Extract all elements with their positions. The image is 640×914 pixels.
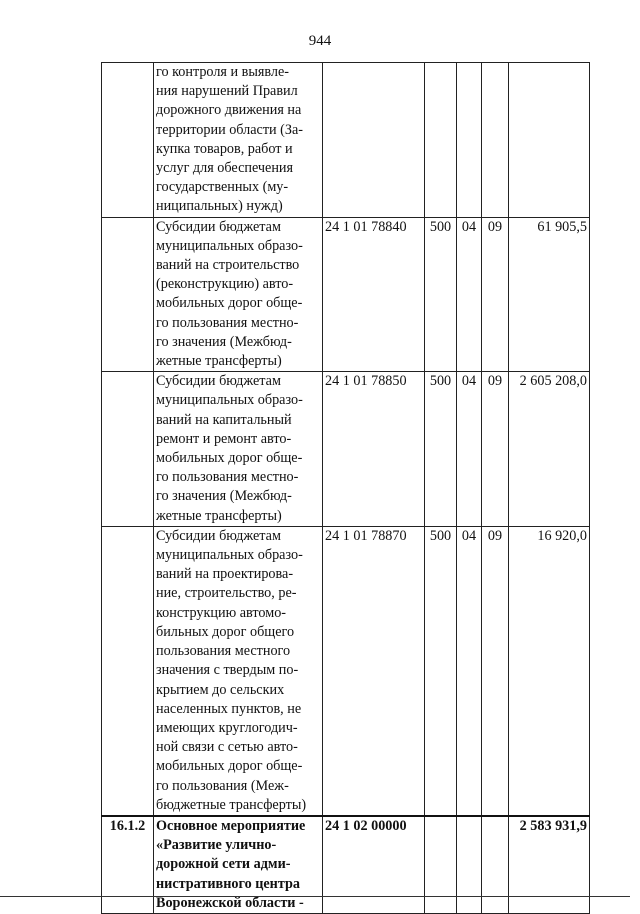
row-name-line: мобильных дорог обще-	[156, 450, 303, 467]
row-name-line: ваний на проектирова-	[156, 566, 294, 583]
row-sum: 61 905,5	[509, 217, 590, 372]
row-name-line: го значения (Межбюд-	[156, 333, 292, 350]
row-sum: 16 920,0	[509, 526, 590, 816]
row-name	[154, 217, 323, 372]
row-name-line: ремонт и ремонт авто-	[156, 430, 292, 447]
row-target-code: 24 1 01 78840	[323, 217, 425, 372]
row-name-line: пользования местного	[156, 643, 291, 660]
row-section	[457, 816, 482, 914]
row-subsection: 09	[482, 372, 509, 527]
row-expense-type: 500	[425, 526, 457, 816]
row-name	[154, 816, 323, 914]
table-row	[102, 526, 590, 816]
row-name	[154, 526, 323, 816]
row-name-line: жетные трансферты)	[156, 353, 282, 370]
row-name-line: муниципальных образо-	[156, 237, 303, 254]
row-name-line: Воронежской области -	[156, 894, 304, 911]
row-section: 04	[457, 372, 482, 527]
row-name-line: муниципальных образо-	[156, 547, 303, 564]
row-name-line: го пользования местно-	[156, 469, 299, 486]
row-name-line: Основное мероприятие	[156, 817, 306, 834]
row-expense-type: 500	[425, 372, 457, 527]
table-row	[102, 816, 590, 914]
row-name-line: мобильных дорог обще-	[156, 758, 303, 775]
row-name	[154, 372, 323, 527]
row-name-line: бюджетные трансферты)	[156, 796, 307, 813]
row-section: 04	[457, 217, 482, 372]
table-row	[102, 63, 590, 218]
row-name-line: значения с твердым по-	[156, 662, 299, 679]
row-name-line: ной связи с сетью авто-	[156, 739, 298, 756]
row-number	[102, 526, 154, 816]
row-section	[457, 63, 482, 218]
table-row	[102, 372, 590, 527]
row-name-line: нистративного центра	[156, 875, 300, 892]
row-name-line: Субсидии бюджетам	[156, 527, 281, 544]
row-name-line: населенных пунктов, не	[156, 700, 302, 717]
row-name-line: ваний на капитальный	[156, 411, 292, 428]
row-name-line: ние, строительство, ре-	[156, 585, 297, 602]
row-name-line: государственных (му-	[156, 179, 289, 196]
row-number	[102, 63, 154, 218]
row-name-line: го пользования (Меж-	[156, 777, 289, 794]
row-name-line: го значения (Межбюд-	[156, 488, 292, 505]
row-name-line: жетные трансферты)	[156, 507, 282, 524]
row-name-line: купка товаров, работ и	[156, 140, 293, 157]
page-number: 944	[308, 33, 332, 49]
row-name-line: муниципальных образо-	[156, 392, 303, 409]
row-name-line: ниципальных) нужд)	[156, 198, 283, 215]
row-target-code: 24 1 02 00000	[323, 816, 425, 914]
row-subsection	[482, 816, 509, 914]
row-name-line: го пользования местно-	[156, 314, 299, 331]
row-name-line: го контроля и выявле-	[156, 64, 289, 80]
row-name-line: бильных дорог общего	[156, 623, 295, 640]
row-target-code: 24 1 01 78870	[323, 526, 425, 816]
row-name-line: имеющих круглогодич-	[156, 719, 298, 736]
row-name-line: крытием до сельских	[156, 681, 285, 698]
row-name-line: услуг для обеспечения	[156, 160, 294, 177]
row-name-line: ваний на строительство	[156, 257, 300, 274]
row-name-line: (реконструкцию) авто-	[156, 276, 294, 293]
row-target-code: 24 1 01 78850	[323, 372, 425, 527]
row-sum: 2 583 931,9	[509, 816, 590, 914]
row-name-line: Субсидии бюджетам	[156, 373, 281, 390]
row-name-line: территории области (За-	[156, 121, 304, 138]
row-name-line: мобильных дорог обще-	[156, 295, 303, 312]
row-expense-type: 500	[425, 217, 457, 372]
table-row	[102, 217, 590, 372]
row-number	[102, 217, 154, 372]
budget-table	[101, 62, 590, 914]
row-subsection: 09	[482, 526, 509, 816]
row-sum	[509, 63, 590, 218]
row-name-line: ния нарушений Правил	[156, 83, 298, 100]
row-subsection	[482, 63, 509, 218]
row-name-line: дорожного движения на	[156, 102, 302, 119]
row-expense-type	[425, 816, 457, 914]
row-name-line: дорожной сети адми-	[156, 856, 291, 873]
row-section: 04	[457, 526, 482, 816]
row-name-line: Субсидии бюджетам	[156, 218, 281, 235]
row-number	[102, 372, 154, 527]
page-bottom-rule	[0, 896, 630, 897]
row-number: 16.1.2	[102, 816, 154, 914]
row-sum: 2 605 208,0	[509, 372, 590, 527]
row-expense-type	[425, 63, 457, 218]
row-subsection: 09	[482, 217, 509, 372]
row-name	[154, 63, 323, 218]
row-target-code	[323, 63, 425, 218]
row-name-line: «Развитие улично-	[156, 837, 277, 854]
row-name-line: конструкцию автомо-	[156, 604, 287, 621]
